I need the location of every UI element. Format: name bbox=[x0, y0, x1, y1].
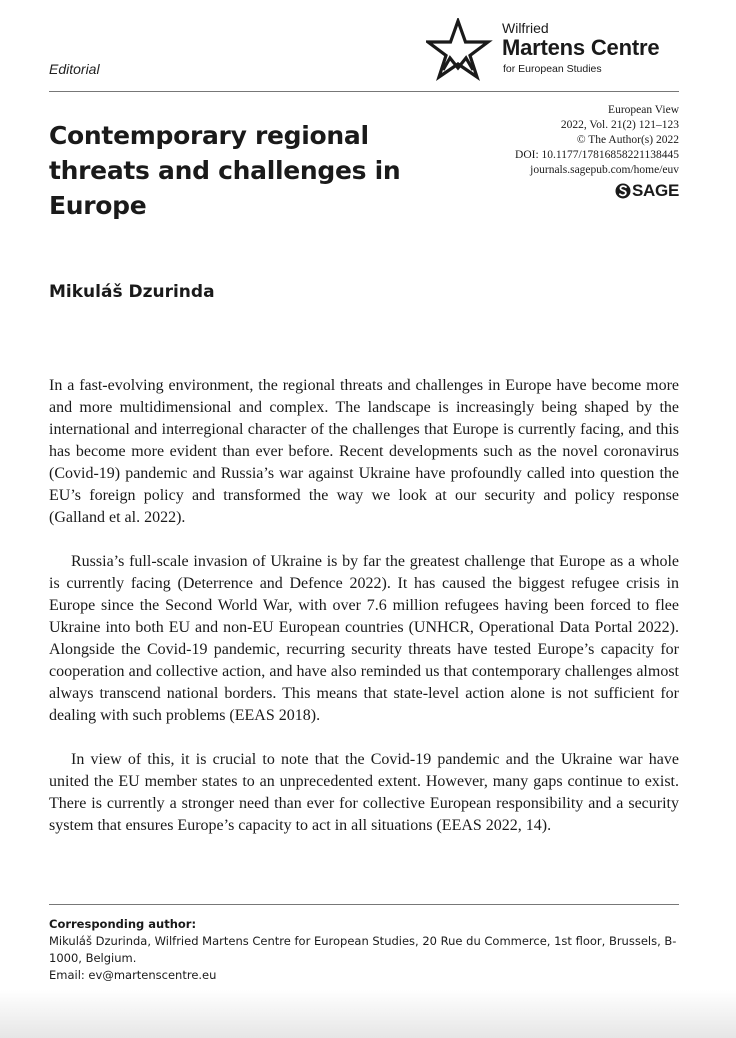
martens-centre-logo bbox=[426, 18, 686, 82]
doi: DOI: 10.1177/17816858221138445 bbox=[515, 149, 679, 161]
body-paragraph: In view of this, it is crucial to note that the Covid-19 pandemic and the Ukraine war have united the EU member states to an unprecedented extent. However, many gaps continue to exist. There is currently a stronger need than ever for collective European responsibility and a security system that ensures Europe’s capacity to act in all situations (EEAS 2022, 14). bbox=[49, 751, 679, 834]
body-paragraph: In a fast-evolving environment, the regional threats and challenges in Europe have become more and more multidimensional and complex. The landscape is increasingly being shaped by the international and interregional character of the challenges that Europe is currently facing, and this has become more evident than ever before. Recent developments such as the novel coronavirus (Covid-19) pandemic and Russia’s war against Ukraine have profoundly called into question the EU’s foreign policy and transformed the way we look at our security and policy response (Galland et al. 2022). bbox=[49, 377, 679, 526]
journal-name: European View bbox=[608, 104, 679, 116]
sage-s-icon bbox=[615, 182, 631, 200]
section-label: Editorial bbox=[49, 61, 100, 77]
page-bottom-shadow bbox=[0, 990, 736, 1038]
footnote-divider bbox=[49, 904, 679, 905]
sage-logo bbox=[615, 181, 679, 201]
author-name: Mikuláš Dzurinda bbox=[49, 282, 215, 302]
logo-line-1: Wilfried bbox=[502, 20, 549, 36]
journal-meta bbox=[515, 103, 679, 178]
logo-line-3: for European Studies bbox=[503, 63, 602, 75]
sage-wordmark: SAGE bbox=[632, 181, 679, 200]
journal-url: journals.sagepub.com/home/euv bbox=[530, 164, 679, 176]
footnote-heading: Corresponding author: bbox=[49, 917, 197, 931]
body-paragraph: Russia’s full-scale invasion of Ukraine is by far the greatest challenge that Europe as a whole is currently facing (Deterrence and Defence 2022). It has caused the biggest refugee crisis in Europe since the Second World War, with over 7.6 million refugees having been forced to flee Ukraine into both EU and non-EU European countries (UNHCR, Operational Data Portal 2022). Alongside the Covid-19 pandemic, recurring security threats have tested Europe’s capacity for cooperation and collective action, and have also reminded us that contemporary challenges almost always transcend national borders. This means that state-level action alone is not sufficient for dealing with such problems (EEAS 2018). bbox=[49, 553, 679, 724]
header-divider bbox=[49, 91, 679, 92]
footnote-address: Mikuláš Dzurinda, Wilfried Martens Centre for European Studies, 20 Rue du Commerce, 1st floor, Brussels, B-1000, Belgium. bbox=[49, 934, 677, 965]
star-m-icon bbox=[426, 18, 496, 82]
journal-volume: 2022, Vol. 21(2) 121–123 bbox=[560, 119, 679, 131]
article-title: Contemporary regional threats and challenges in Europe bbox=[49, 121, 401, 220]
footnote-email: Email: ev@martenscentre.eu bbox=[49, 968, 217, 982]
copyright: © The Author(s) 2022 bbox=[576, 134, 679, 146]
article-body bbox=[49, 375, 679, 859]
corresponding-author-note bbox=[49, 916, 679, 984]
logo-line-2: Martens Centre bbox=[502, 35, 660, 60]
